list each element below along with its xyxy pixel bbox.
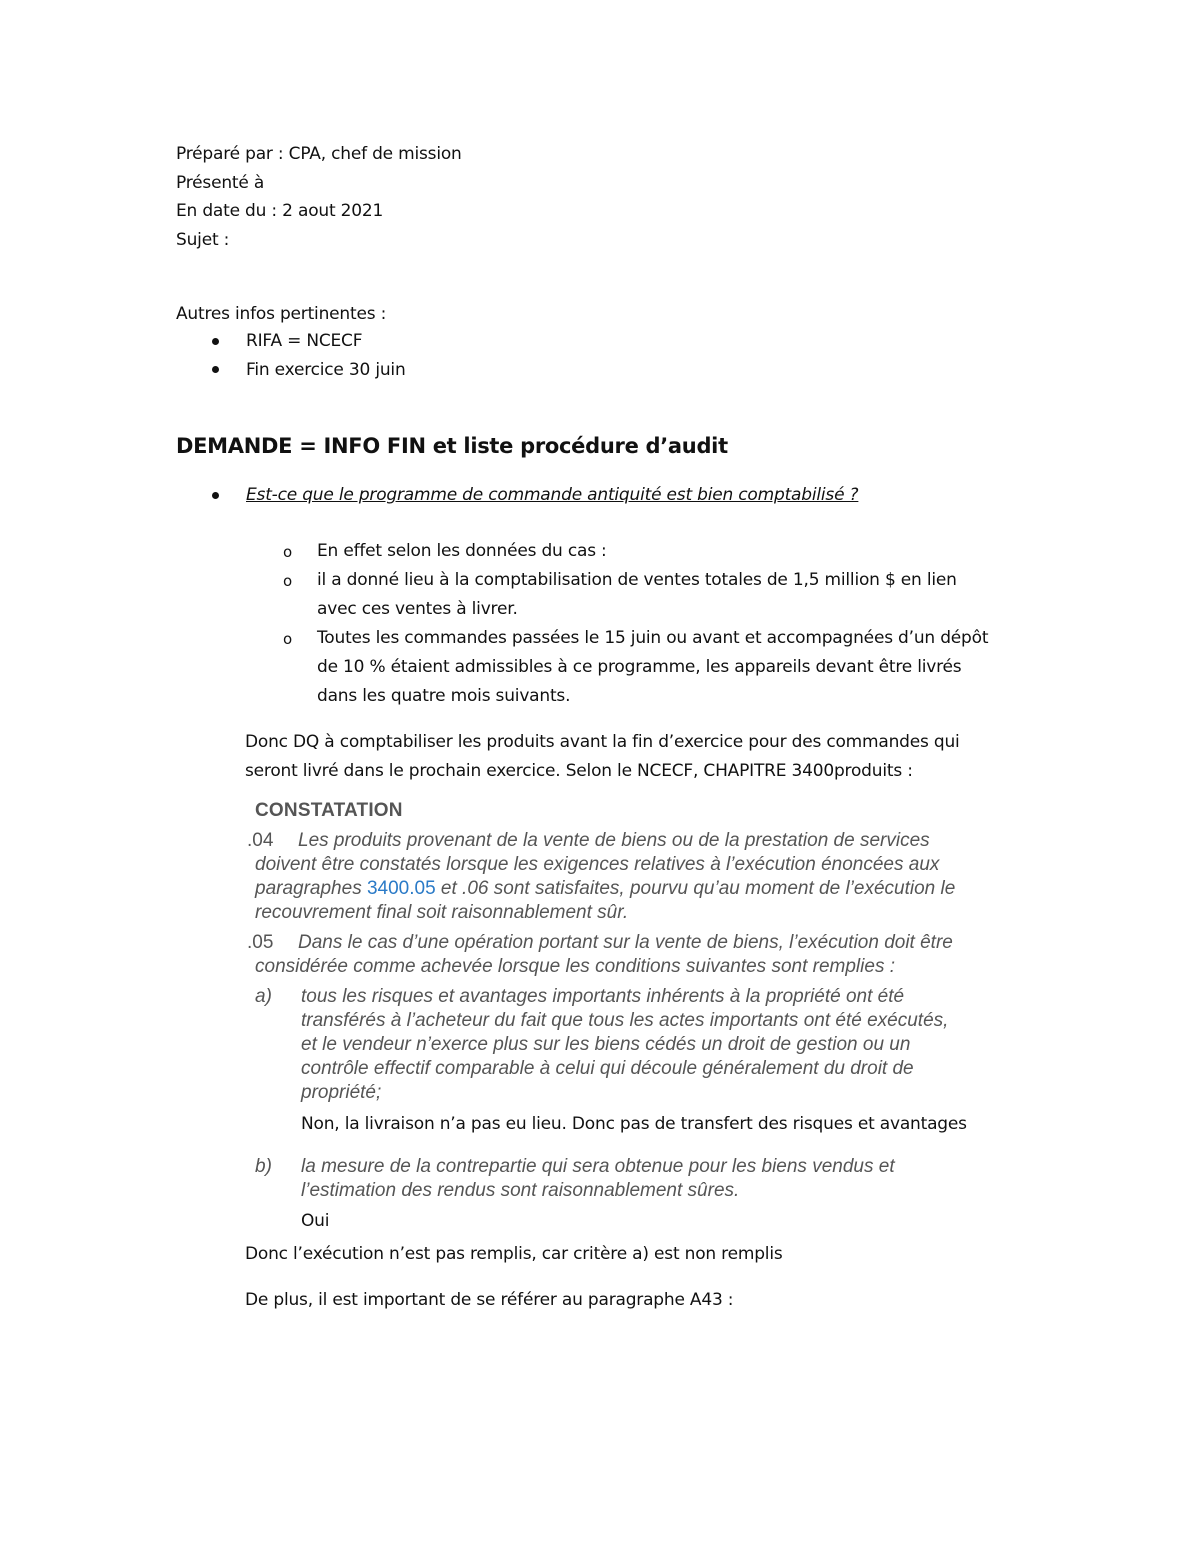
question-text: Est-ce que le programme de commande antiquité est bien comptabilisé ?	[246, 485, 859, 505]
sub-item: Toutes les commandes passées le 15 juin ou avant et accompagnées d’un dépôt	[317, 628, 989, 648]
quote-line: Les produits provenant de la vente de biens ou de la prestation de services	[298, 830, 930, 851]
bullet-icon	[212, 338, 219, 345]
quote-text: et .06 sont satisfaites, pourvu qu’au moment de l’exécution le	[435, 878, 956, 899]
paragraph-link[interactable]: 3400.05	[366, 878, 436, 899]
quote-line: tous les risques et avantages importants inhérents à la propriété ont été	[301, 986, 905, 1007]
quote-line: la mesure de la contrepartie qui sera obtenue pour les biens vendus et	[301, 1156, 895, 1177]
paragraph-number: .04	[247, 830, 274, 851]
other-info-item: RIFA = NCECF	[246, 331, 363, 351]
sub-bullet-icon: o	[283, 630, 293, 648]
closing-line: De plus, il est important de se référer au paragraphe A43 :	[245, 1290, 734, 1310]
bullet-icon	[212, 492, 219, 499]
list-marker: b)	[255, 1156, 272, 1177]
quote-line: transférés à l’acheteur du fait que tous les actes importants ont été exécutés,	[301, 1010, 949, 1031]
sub-item: En effet selon les données du cas :	[317, 541, 607, 561]
quote-heading: CONSTATATION	[255, 800, 403, 821]
conclusion-line: Donc DQ à comptabiliser les produits avant la fin d’exercice pour des commandes qui	[245, 732, 960, 752]
quote-line: Dans le cas d’une opération portant sur la vente de biens, l’exécution doit être	[298, 932, 953, 953]
quote-line: et le vendeur n’exerce plus sur les biens cédés un droit de gestion ou un	[301, 1034, 911, 1055]
conclusion-line: seront livré dans le prochain exercice. Selon le NCECF, CHAPITRE 3400produits :	[245, 761, 913, 781]
sub-item-continued: dans les quatre mois suivants.	[317, 686, 571, 706]
quote-line: doivent être constatés lorsque les exigences relatives à l’exécution énoncées aux	[255, 854, 940, 875]
quote-line: propriété;	[301, 1082, 382, 1103]
paragraph-number: .05	[247, 932, 274, 953]
quote-line: recouvrement final soit raisonnablement sûr.	[255, 902, 629, 923]
document-date: En date du : 2 aout 2021	[176, 201, 384, 221]
bullet-icon	[212, 366, 219, 373]
sub-bullet-icon: o	[283, 543, 293, 561]
quote-line: considérée comme achevée lorsque les conditions suivantes sont remplies :	[255, 956, 895, 977]
closing-line: Donc l’exécution n’est pas remplis, car critère a) est non remplis	[245, 1244, 783, 1264]
other-info-item: Fin exercice 30 juin	[246, 360, 406, 380]
quote-line: l’estimation des rendus sont raisonnablement sûres.	[301, 1180, 740, 1201]
answer-b: Oui	[301, 1211, 330, 1231]
prepared-by: Préparé par : CPA, chef de mission	[176, 144, 462, 164]
other-info-label: Autres infos pertinentes :	[176, 304, 387, 324]
sub-item: il a donné lieu à la comptabilisation de ventes totales de 1,5 million $ en lien	[317, 570, 957, 590]
answer-a: Non, la livraison n’a pas eu lieu. Donc pas de transfert des risques et avantages	[301, 1114, 967, 1134]
quote-line: contrôle effectif comparable à celui qui découle généralement du droit de	[301, 1058, 914, 1079]
sub-item-continued: de 10 % étaient admissibles à ce programme, les appareils devant être livrés	[317, 657, 962, 677]
list-marker: a)	[255, 986, 272, 1007]
quote-line	[255, 878, 955, 900]
section-heading: DEMANDE = INFO FIN et liste procédure d’audit	[176, 434, 728, 458]
sub-item-continued: avec ces ventes à livrer.	[317, 599, 518, 619]
subject: Sujet :	[176, 230, 230, 250]
presented-to: Présenté à	[176, 173, 265, 193]
quote-text: paragraphes	[255, 878, 367, 899]
sub-bullet-icon: o	[283, 572, 293, 590]
